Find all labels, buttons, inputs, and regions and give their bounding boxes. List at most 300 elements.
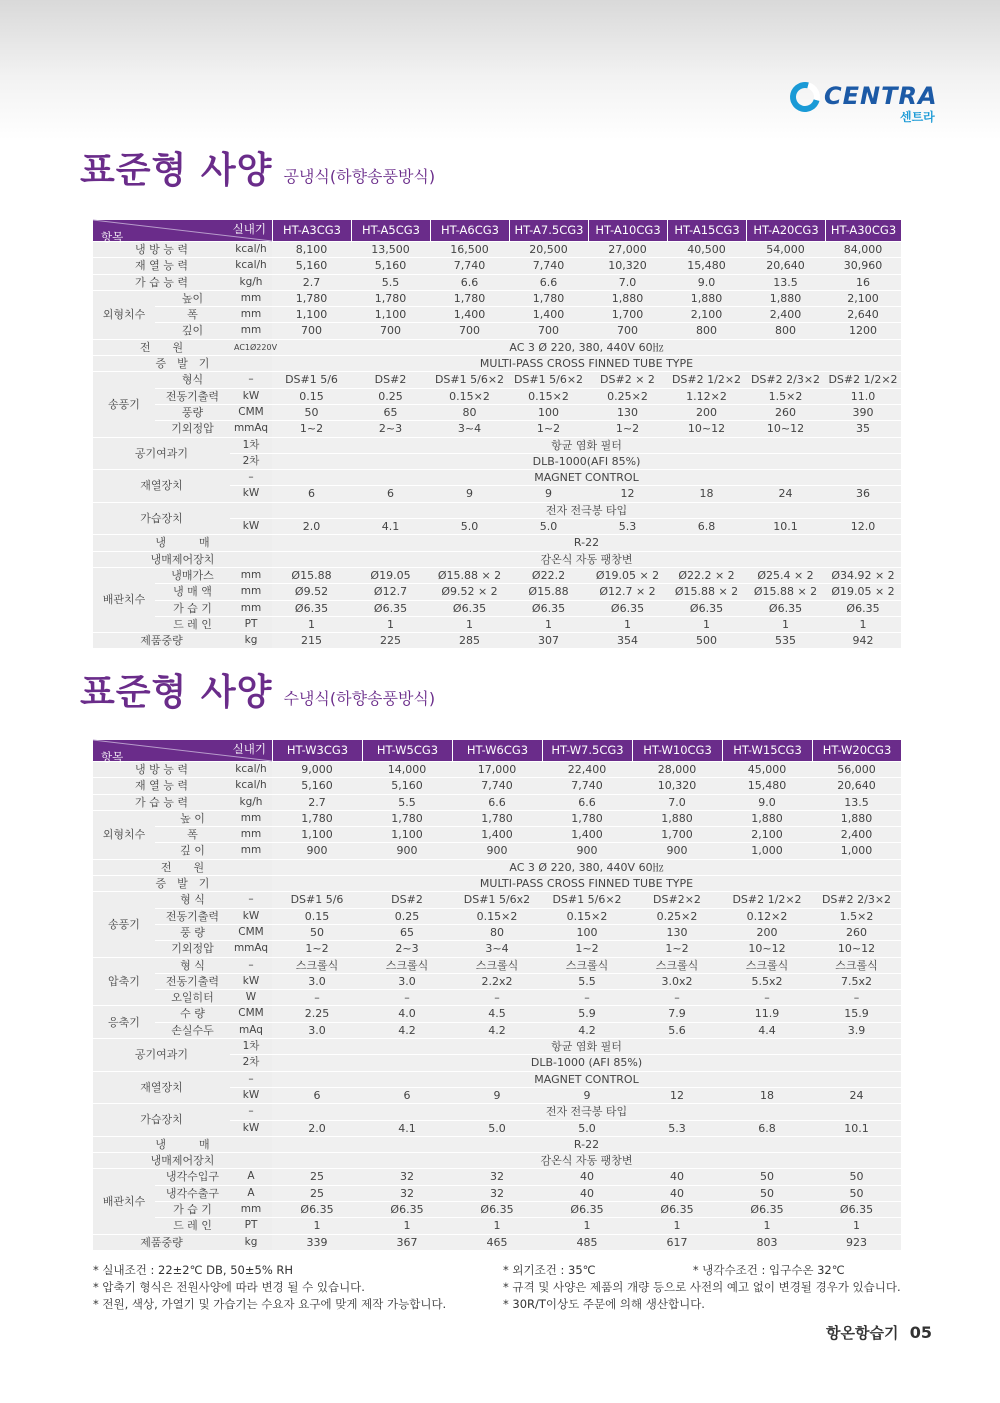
merged-value: 항균 염화 필터 [272, 438, 901, 454]
row-label: 전 원 [93, 340, 230, 356]
value-cell: 1~2 [632, 941, 722, 957]
value-cell: 20,640 [746, 258, 825, 274]
value-cell: DS#2 [351, 372, 430, 388]
value-cell: 5.5x2 [722, 974, 812, 990]
value-cell: 0.15 [272, 909, 362, 925]
table-row [93, 827, 901, 843]
value-cell: 5.6 [632, 1023, 722, 1039]
value-cell: 4.1 [362, 1121, 452, 1137]
value-cell: DS#2 1/2×2 [825, 372, 901, 388]
value-cell: 1,100 [272, 827, 362, 843]
value-cell: 1,880 [746, 291, 825, 307]
value-cell: Ø25.4 × 2 [746, 568, 825, 584]
value-cell: 0.25 [362, 909, 452, 925]
value-cell: 40 [632, 1186, 722, 1202]
value-cell: 1,880 [588, 291, 667, 307]
value-cell: 5.3 [588, 519, 667, 535]
value-cell: Ø6.35 [588, 601, 667, 617]
table-row [93, 1186, 901, 1202]
value-cell: 24 [746, 486, 825, 502]
value-cell: Ø9.52 × 2 [430, 584, 509, 600]
value-cell: 32 [452, 1186, 542, 1202]
value-cell: 2~3 [351, 421, 430, 437]
table-row [93, 762, 901, 778]
row-label: 풍 량 [155, 925, 230, 941]
value-cell: 56,000 [812, 762, 901, 778]
value-cell: 6 [272, 486, 351, 502]
value-cell: 1 [351, 617, 430, 633]
row-unit: PT [230, 1218, 272, 1234]
row-unit: mm [230, 811, 272, 827]
note-line: * 실내조건 : 22±2℃ DB, 50±5% RH [93, 1263, 294, 1277]
value-cell: 16,500 [430, 242, 509, 258]
value-cell: 50 [722, 1169, 812, 1185]
row-label: 손실수두 [155, 1023, 230, 1039]
note-line: * 규격 및 사양은 제품의 개량 등으로 사전의 예고 없이 변경될 경우가 있습니다. [503, 1280, 901, 1294]
value-cell: 1,100 [362, 827, 452, 843]
group-label: 압축기 [93, 958, 155, 1007]
row-unit: kW [230, 389, 272, 405]
value-cell: 1 [667, 617, 746, 633]
model-header: HT-W3CG3 [272, 740, 362, 762]
value-cell: 5.5 [362, 795, 452, 811]
table-row [93, 795, 901, 811]
table-row [93, 552, 901, 568]
value-cell: 900 [452, 843, 542, 859]
value-cell: 0.15×2 [430, 389, 509, 405]
value-cell: Ø6.35 [632, 1202, 722, 1218]
merged-value: 감온식 자동 팽창변 [272, 1153, 901, 1169]
value-cell: 4.0 [362, 1006, 452, 1022]
row-label: 냉각수출구 [155, 1186, 230, 1202]
value-cell: 6.8 [722, 1121, 812, 1137]
value-cell: 1,000 [722, 843, 812, 859]
value-cell: Ø19.05 [351, 568, 430, 584]
value-cell: 2,640 [825, 307, 901, 323]
value-cell: 0.15 [272, 389, 351, 405]
page-number: 05 [909, 1323, 932, 1342]
row-unit: kg/h [230, 795, 272, 811]
page-footer [826, 1322, 932, 1343]
footer-text: 항온항습기 [826, 1324, 899, 1342]
value-cell: 6 [362, 1088, 452, 1104]
value-cell: 339 [272, 1235, 362, 1251]
value-cell: 50 [812, 1186, 901, 1202]
row-unit: – [230, 470, 272, 486]
row-label: 수 량 [155, 1006, 230, 1022]
value-cell: 1.5×2 [812, 909, 901, 925]
row-label: 냉매제어장치 [93, 552, 272, 568]
model-header: HT-W15CG3 [722, 740, 812, 762]
row-label: 냉매가스 [155, 568, 230, 584]
table-row [93, 438, 901, 454]
table-header-row [93, 740, 901, 762]
value-cell: 10,320 [632, 778, 722, 794]
value-cell: DS#1 5/6 [272, 372, 351, 388]
value-cell: 6.6 [542, 795, 632, 811]
value-cell: 5.5 [351, 275, 430, 291]
value-cell: Ø6.35 [667, 601, 746, 617]
group-label: 재열장치 [93, 1072, 230, 1105]
value-cell: 3~4 [452, 941, 542, 957]
value-cell: 130 [588, 405, 667, 421]
value-cell: 7,740 [430, 258, 509, 274]
value-cell: 2.0 [272, 1121, 362, 1137]
value-cell: 6 [351, 486, 430, 502]
table-row [93, 1072, 901, 1088]
merged-value: MAGNET CONTROL [272, 1072, 901, 1088]
row-label: 드 레 인 [155, 617, 230, 633]
value-cell: 285 [430, 633, 509, 649]
value-cell: 1 [722, 1218, 812, 1234]
logo-text: CENTRA [824, 82, 938, 110]
row-unit: mm [230, 843, 272, 859]
row-unit: 1차 [230, 1039, 272, 1055]
value-cell: Ø6.35 [542, 1202, 632, 1218]
value-cell: 1,700 [588, 307, 667, 323]
notes-left [93, 1262, 446, 1313]
row-unit: – [230, 1072, 272, 1088]
section2-title-sub: 수냉식(하향송풍방식) [283, 689, 436, 708]
value-cell: 12 [632, 1088, 722, 1104]
table-row [93, 1235, 901, 1251]
value-cell: Ø6.35 [351, 601, 430, 617]
table-row [93, 1039, 901, 1055]
value-cell: 10.1 [746, 519, 825, 535]
value-cell: 1,400 [509, 307, 588, 323]
value-cell: 900 [362, 843, 452, 859]
value-cell: – [272, 990, 362, 1006]
row-label: 기외정압 [155, 421, 230, 437]
value-cell: 1,400 [542, 827, 632, 843]
value-cell: 10~12 [746, 421, 825, 437]
value-cell: Ø6.35 [430, 601, 509, 617]
value-cell: 200 [667, 405, 746, 421]
value-cell: 20,500 [509, 242, 588, 258]
value-cell: 0.15×2 [509, 389, 588, 405]
table-row [93, 843, 901, 859]
model-header: HT-W10CG3 [632, 740, 722, 762]
value-cell: 1,780 [272, 811, 362, 827]
value-cell: 700 [509, 323, 588, 339]
row-label: 재 열 능 력 [93, 258, 230, 274]
value-cell: 390 [825, 405, 901, 421]
value-cell: 9.0 [722, 795, 812, 811]
merged-value: 항균 염화 필터 [272, 1039, 901, 1055]
model-header: HT-A10CG3 [588, 220, 667, 242]
row-label: 냉 매 액 [155, 584, 230, 600]
value-cell: 2.0 [272, 519, 351, 535]
value-cell: 1 [542, 1218, 632, 1234]
value-cell: 8,100 [272, 242, 351, 258]
table-row [93, 958, 901, 974]
value-cell: 700 [430, 323, 509, 339]
table-header-row [93, 220, 901, 242]
value-cell: 9 [509, 486, 588, 502]
value-cell: 1 [362, 1218, 452, 1234]
row-unit: mm [230, 323, 272, 339]
value-cell: 5.0 [509, 519, 588, 535]
value-cell: 5.0 [430, 519, 509, 535]
value-cell: DS#2×2 [632, 892, 722, 908]
group-label: 배관치수 [93, 568, 155, 633]
row-unit: mm [230, 1202, 272, 1218]
value-cell: 11.0 [825, 389, 901, 405]
value-cell: 36 [825, 486, 901, 502]
centra-logo [790, 80, 950, 126]
value-cell: 13.5 [746, 275, 825, 291]
value-cell: 4.2 [452, 1023, 542, 1039]
model-header: HT-A15CG3 [667, 220, 746, 242]
value-cell: DS#2 2/3×2 [746, 372, 825, 388]
value-cell: 2.7 [272, 795, 362, 811]
value-cell: 2,400 [746, 307, 825, 323]
merged-value: DLB-1000(AFI 85%) [272, 454, 901, 470]
model-header: HT-A20CG3 [746, 220, 825, 242]
value-cell: 16 [825, 275, 901, 291]
value-cell: 스크롤식 [632, 958, 722, 974]
value-cell: 스크롤식 [362, 958, 452, 974]
row-unit: – [230, 892, 272, 908]
row-label: 높이 [155, 291, 230, 307]
row-unit: mm [230, 568, 272, 584]
value-cell: 1 [272, 617, 351, 633]
value-cell: 800 [667, 323, 746, 339]
value-cell: 45,000 [722, 762, 812, 778]
row-label: 형식 [155, 372, 230, 388]
row-label: 가 습 기 [155, 601, 230, 617]
value-cell: 40,500 [667, 242, 746, 258]
table-row [93, 291, 901, 307]
table-row [93, 811, 901, 827]
value-cell: 2~3 [362, 941, 452, 957]
table-row [93, 909, 901, 925]
value-cell: 1,400 [452, 827, 542, 843]
value-cell: 10,320 [588, 258, 667, 274]
value-cell: 1 [812, 1218, 901, 1234]
model-header: HT-W20CG3 [812, 740, 901, 762]
value-cell: 50 [272, 925, 362, 941]
value-cell: 0.15×2 [452, 909, 542, 925]
value-cell: Ø6.35 [452, 1202, 542, 1218]
merged-value: 감온식 자동 팽창변 [272, 552, 901, 568]
table-row [93, 1218, 901, 1234]
model-header: HT-A3CG3 [272, 220, 351, 242]
value-cell: 923 [812, 1235, 901, 1251]
value-cell: 1,780 [452, 811, 542, 827]
row-label: 증 발 기 [93, 876, 272, 892]
row-unit: mmAq [230, 941, 272, 957]
row-unit: kW [230, 974, 272, 990]
value-cell: 54,000 [746, 242, 825, 258]
table-row [93, 340, 901, 356]
value-cell: Ø12.7 [351, 584, 430, 600]
value-cell: 5,160 [351, 258, 430, 274]
table-row [93, 242, 901, 258]
value-cell: Ø15.88 × 2 [746, 584, 825, 600]
air-cooled-spec-table [93, 220, 901, 649]
value-cell: 28,000 [632, 762, 722, 778]
table-row [93, 1104, 901, 1120]
header-item-label: 항목 [101, 750, 124, 764]
value-cell: 9 [542, 1088, 632, 1104]
group-label: 공기여과기 [93, 1039, 230, 1072]
value-cell: 1~2 [588, 421, 667, 437]
value-cell: 1,100 [272, 307, 351, 323]
model-header: HT-A7.5CG3 [509, 220, 588, 242]
value-cell: DS#2 1/2×2 [722, 892, 812, 908]
merged-value: DLB-1000 (AFI 85%) [272, 1055, 901, 1071]
row-label: 형 식 [155, 892, 230, 908]
value-cell: 50 [272, 405, 351, 421]
value-cell: 6.6 [430, 275, 509, 291]
model-header: HT-A30CG3 [825, 220, 901, 242]
value-cell: 803 [722, 1235, 812, 1251]
table-row [93, 372, 901, 388]
model-header: HT-W7.5CG3 [542, 740, 632, 762]
row-unit: CMM [230, 925, 272, 941]
header-corner [93, 220, 272, 242]
row-unit: kcal/h [230, 258, 272, 274]
value-cell: 900 [272, 843, 362, 859]
table-row [93, 876, 901, 892]
value-cell: 24 [812, 1088, 901, 1104]
note-line-conditions [503, 1262, 901, 1279]
value-cell: 5.0 [542, 1121, 632, 1137]
value-cell: Ø6.35 [746, 601, 825, 617]
value-cell: 4.5 [452, 1006, 542, 1022]
value-cell: 1,880 [667, 291, 746, 307]
value-cell: 14,000 [362, 762, 452, 778]
value-cell: DS#1 5/6x2 [452, 892, 542, 908]
value-cell: 1.12×2 [667, 389, 746, 405]
value-cell: 32 [452, 1169, 542, 1185]
value-cell: 15.9 [812, 1006, 901, 1022]
value-cell: 25 [272, 1169, 362, 1185]
value-cell: Ø19.05 × 2 [825, 584, 901, 600]
row-label: 깊 이 [155, 843, 230, 859]
value-cell: 2,400 [812, 827, 901, 843]
row-unit: kcal/h [230, 762, 272, 778]
section2-title [80, 664, 435, 715]
value-cell: 500 [667, 633, 746, 649]
value-cell: 0.25×2 [632, 909, 722, 925]
value-cell: 25 [272, 1186, 362, 1202]
merged-value: MULTI-PASS CROSS FINNED TUBE TYPE [272, 876, 901, 892]
water-cooled-spec-table [93, 740, 901, 1251]
row-label: 가 습 능 력 [93, 275, 230, 291]
value-cell: DS#1 5/6×2 [542, 892, 632, 908]
row-note: AC1Ø220V [230, 340, 272, 356]
value-cell: 3~4 [430, 421, 509, 437]
row-unit: A [230, 1186, 272, 1202]
row-unit [230, 503, 272, 519]
value-cell: Ø15.88 [509, 584, 588, 600]
value-cell: 1 [746, 617, 825, 633]
value-cell: Ø6.35 [722, 1202, 812, 1218]
value-cell: 20,640 [812, 778, 901, 794]
value-cell: 2.7 [272, 275, 351, 291]
value-cell: 900 [542, 843, 632, 859]
group-label: 재열장치 [93, 470, 230, 503]
row-unit: mAq [230, 1023, 272, 1039]
value-cell: DS#2 [362, 892, 452, 908]
row-unit: kg [230, 633, 272, 649]
value-cell: Ø6.35 [825, 601, 901, 617]
merged-value: 전자 전극봉 타입 [272, 1104, 901, 1120]
row-label: 냉각수입구 [155, 1169, 230, 1185]
value-cell: 2.25 [272, 1006, 362, 1022]
section1-title-main: 표준형 사양 [80, 150, 273, 191]
table-row [93, 584, 901, 600]
value-cell: 4.1 [351, 519, 430, 535]
note-line: * 30R/T이상도 주문에 의해 생산합니다. [503, 1297, 705, 1311]
row-label: 제품중량 [93, 1235, 230, 1251]
row-unit: W [230, 990, 272, 1006]
table-row [93, 633, 901, 649]
value-cell: 6.6 [452, 795, 542, 811]
value-cell: 3.0x2 [632, 974, 722, 990]
header-item-label: 항목 [101, 230, 124, 244]
note-line: * 전원, 색상, 가열기 및 가습기는 수요자 요구에 맞게 제작 가능합니다. [93, 1297, 447, 1311]
row-unit: kg [230, 1235, 272, 1251]
value-cell: 1~2 [542, 941, 632, 957]
table-row [93, 974, 901, 990]
value-cell: 7.0 [588, 275, 667, 291]
row-unit: mm [230, 827, 272, 843]
value-cell: 5,160 [272, 778, 362, 794]
row-label: 형 식 [155, 958, 230, 974]
value-cell: 307 [509, 633, 588, 649]
row-unit: A [230, 1169, 272, 1185]
value-cell: 6.6 [509, 275, 588, 291]
value-cell: 2.2x2 [452, 974, 542, 990]
notes-right [503, 1262, 901, 1313]
table-row [93, 421, 901, 437]
row-unit: kW [230, 909, 272, 925]
value-cell: 7,740 [542, 778, 632, 794]
value-cell: DS#1 5/6×2 [430, 372, 509, 388]
value-cell: 30,960 [825, 258, 901, 274]
value-cell: 4.4 [722, 1023, 812, 1039]
value-cell: 22,400 [542, 762, 632, 778]
value-cell: 2,100 [722, 827, 812, 843]
value-cell: 2,100 [825, 291, 901, 307]
value-cell: 3.9 [812, 1023, 901, 1039]
value-cell: 1 [825, 617, 901, 633]
value-cell: 스크롤식 [542, 958, 632, 974]
value-cell: 84,000 [825, 242, 901, 258]
row-label: 제품중량 [93, 633, 230, 649]
row-unit: kW [230, 1088, 272, 1104]
value-cell: DS#1 5/6 [272, 892, 362, 908]
value-cell: 1.5×2 [746, 389, 825, 405]
value-cell: 260 [746, 405, 825, 421]
model-header: HT-A6CG3 [430, 220, 509, 242]
row-unit: kcal/h [230, 242, 272, 258]
value-cell: 7,740 [452, 778, 542, 794]
value-cell: 535 [746, 633, 825, 649]
value-cell: 18 [722, 1088, 812, 1104]
value-cell: Ø15.88 × 2 [430, 568, 509, 584]
row-label: 가 습 능 력 [93, 795, 230, 811]
value-cell: 9 [430, 486, 509, 502]
row-label: 냉 방 능 력 [93, 762, 230, 778]
value-cell: 900 [632, 843, 722, 859]
row-label: 기외정압 [155, 941, 230, 957]
value-cell: 1 [272, 1218, 362, 1234]
group-label: 응축기 [93, 1006, 155, 1039]
